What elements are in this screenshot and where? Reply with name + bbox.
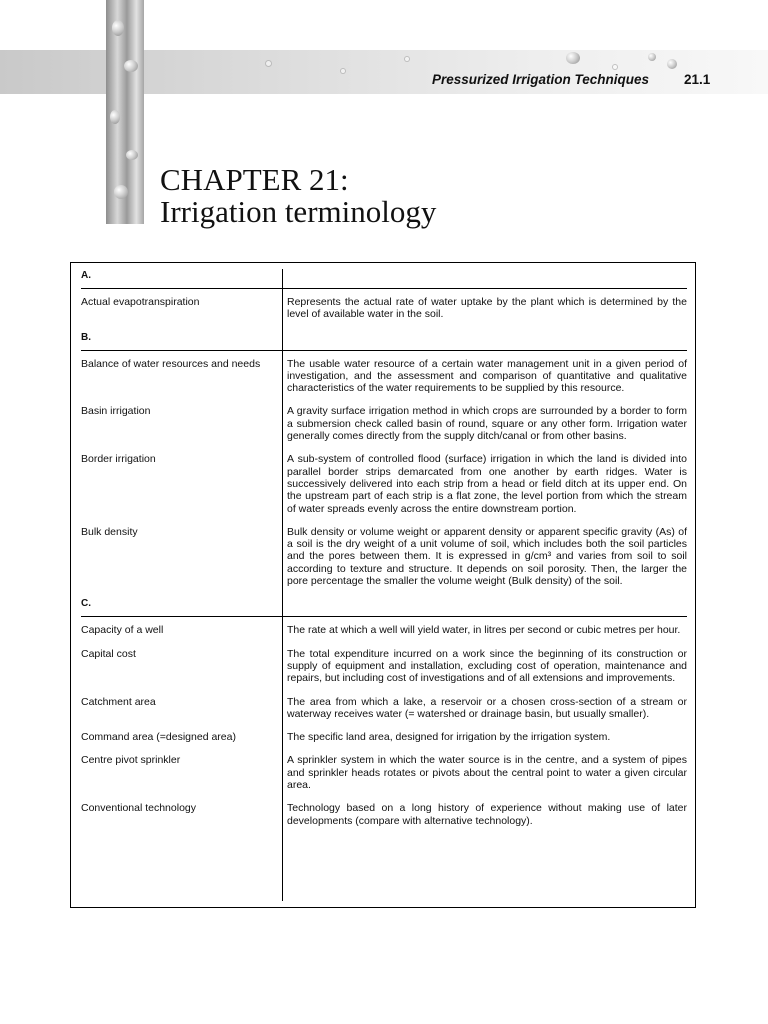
page-number: 21.1 <box>684 72 711 87</box>
glossary-definition: A sprinkler system in which the water source is in the centre, and a system of pipes and sprinkler heads rotates or pivots about the central point to water a given circular area. <box>287 754 687 792</box>
glossary-entry <box>81 453 687 514</box>
running-header-title: Pressurized Irrigation Techniques <box>432 72 650 87</box>
glossary-term: Command area (=designed area) <box>81 731 236 744</box>
glossary-term: Capacity of a well <box>81 624 164 637</box>
glossary-table <box>70 262 696 908</box>
glossary-term: Catchment area <box>81 695 156 708</box>
water-drop-decoration <box>340 68 346 74</box>
section-heading: A. <box>81 270 687 289</box>
glossary-entry <box>81 802 687 827</box>
water-drop-decoration <box>648 53 656 61</box>
glossary-definition: The area from which a lake, a reservoir or a chosen cross-section of a stream or waterway receives water (= watershed or drainage basin, but usually smaller). <box>287 695 687 720</box>
glossary-definition: The usable water resource of a certain water management unit in a given period of investigation, and the assessment and comparison of quantitative and qualitative characteristics of the water requirements to be supplied by this resource. <box>287 357 687 395</box>
section-heading: B. <box>81 332 687 351</box>
glossary-entry <box>81 296 687 321</box>
water-drop-decoration <box>114 185 128 199</box>
glossary-definition: A gravity surface irrigation method in which crops are surrounded by a border to form a submersion check called basin of round, square or any other form. Irrigation water generally comes directly from the supply ditch/canal or from other basins. <box>287 405 687 443</box>
water-drop-decoration <box>126 150 138 160</box>
glossary-entry <box>81 731 687 743</box>
chapter-title <box>160 164 436 228</box>
side-decoration-bar <box>106 0 144 224</box>
glossary-definition: The total expenditure incurred on a work since the beginning of its construction or supply of equipment and installation, excluding cost of operation, maintenance and repairs, but including cost of investigations and of all extensions and improvements. <box>287 647 687 685</box>
water-drop-decoration <box>124 60 138 72</box>
water-drop-decoration <box>667 59 677 69</box>
water-drop-decoration <box>566 52 580 64</box>
glossary-term: Balance of water resources and needs <box>81 357 261 370</box>
glossary-entry <box>81 358 687 395</box>
glossary-definition: The specific land area, designed for irrigation by the irrigation system. <box>287 731 611 744</box>
glossary-content <box>81 270 687 838</box>
glossary-entry <box>81 696 687 721</box>
water-drop-decoration <box>404 56 410 62</box>
glossary-term: Capital cost <box>81 647 136 660</box>
glossary-term: Basin irrigation <box>81 405 151 418</box>
glossary-term: Actual evapotranspiration <box>81 296 200 308</box>
glossary-term: Conventional technology <box>81 802 196 815</box>
glossary-definition: A sub-system of controlled flood (surface) irrigation in which the land is divided into parallel border strips demarcated from one another by earth ridges. Water is successively delivered into each strip from a head or field ditch at its upper end. On the upstream part of each strip is a flat zone, the level portion from which the stream of water spreads evenly across the entire downstream portion. <box>287 453 687 515</box>
water-drop-decoration <box>612 64 618 70</box>
water-drop-decoration <box>265 60 272 67</box>
glossary-term: Border irrigation <box>81 453 156 466</box>
glossary-entry <box>81 648 687 685</box>
glossary-definition: Bulk density or volume weight or apparent density or apparent specific gravity (As) of a soil is the dry weight of a unit volume of soil, which includes both the soil particles and the pores between them. It is expressed in g/cm³ and varies from soil to soil according to texture and structure. It depends on soil porosity. Then, the larger the pore percentage the smaller the volume weight (Bulk density) of the soil. <box>287 525 687 588</box>
glossary-entry <box>81 526 687 587</box>
glossary-entry <box>81 405 687 442</box>
water-drop-decoration <box>112 20 124 36</box>
glossary-definition: Technology based on a long history of experience without making use of later developments (compare with alternative technology). <box>287 802 687 827</box>
glossary-definition: Represents the actual rate of water uptake by the plant which is determined by the level of available water in the soil. <box>287 296 687 321</box>
glossary-entry <box>81 754 687 791</box>
chapter-name: Irrigation terminology <box>160 194 437 229</box>
chapter-number: CHAPTER 21: <box>160 162 349 197</box>
section-heading: C. <box>81 598 687 617</box>
glossary-definition: The rate at which a well will yield water, in litres per second or cubic metres per hour. <box>287 624 681 637</box>
glossary-entry <box>81 624 687 636</box>
glossary-term: Centre pivot sprinkler <box>81 754 181 767</box>
water-drop-decoration <box>110 110 120 124</box>
glossary-term: Bulk density <box>81 525 138 538</box>
